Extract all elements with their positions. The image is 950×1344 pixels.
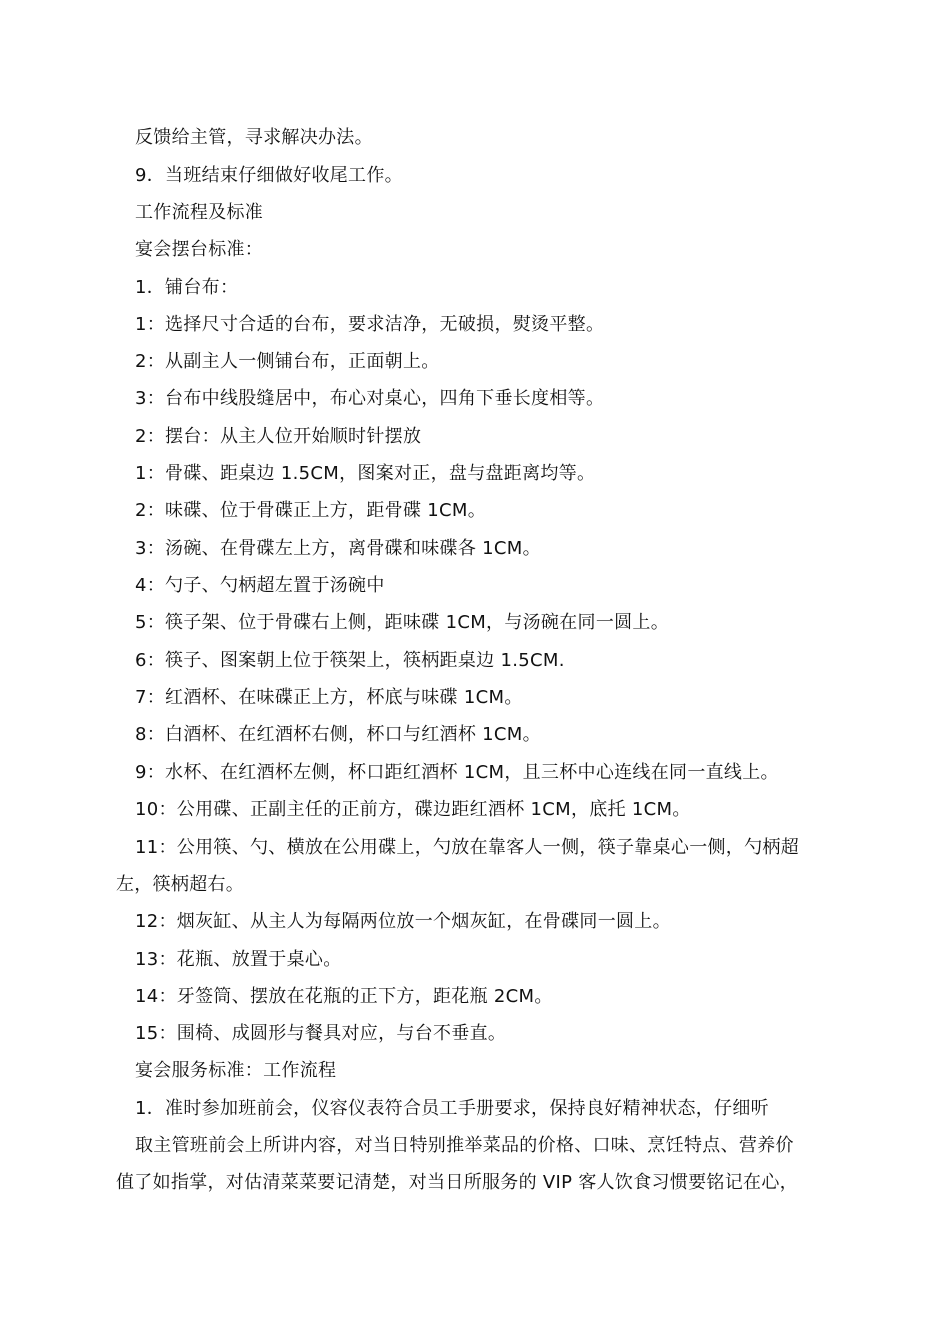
text-line: 值了如指掌，对估清菜菜要记清楚，对当日所服务的 VIP 客人饮食习惯要铭记在心， [116,1172,798,1193]
section-heading: 宴会服务标准：工作流程 [135,1060,337,1081]
text-line: 1：骨碟、距桌边 1.5CM，图案对正，盘与盘距离均等。 [135,463,596,484]
text-line: 2：摆台：从主人位开始顺时针摆放 [135,426,422,447]
text-line: 1．准时参加班前会，仪容仪表符合员工手册要求，保持良好精神状态，仔细听 [135,1098,769,1119]
text-line: 5：筷子架、位于骨碟右上侧，距味碟 1CM，与汤碗在同一圆上。 [135,612,670,633]
text-line: 6：筷子、图案朝上位于筷架上，筷柄距桌边 1.5CM. [135,650,565,671]
text-line: 11：公用筷、勺、横放在公用碟上，勺放在靠客人一侧，筷子靠桌心一侧，勺柄超 [135,837,800,858]
text-line: 8：白酒杯、在红酒杯右侧，杯口与红酒杯 1CM。 [135,724,541,745]
text-line: 3：台布中线股缝居中，布心对桌心，四角下垂长度相等。 [135,388,605,409]
text-line: 15：围椅、成圆形与餐具对应，与台不垂直。 [135,1023,507,1044]
text-line: 反馈给主管，寻求解决办法。 [135,127,373,148]
section-heading: 宴会摆台标准： [135,239,264,260]
text-line: 10：公用碟、正副主任的正前方，碟边距红酒杯 1CM，底托 1CM。 [135,799,691,820]
text-line: 9．当班结束仔细做好收尾工作。 [135,165,403,186]
text-line: 3：汤碗、在骨碟左上方，离骨碟和味碟各 1CM。 [135,538,541,559]
section-heading: 工作流程及标准 [135,202,264,223]
text-line: 9：水杯、在红酒杯左侧，杯口距红酒杯 1CM，且三杯中心连线在同一直线上。 [135,762,779,783]
text-line: 13：花瓶、放置于桌心。 [135,949,342,970]
text-line: 1．铺台布： [135,277,239,298]
text-line: 4：勺子、勺柄超左置于汤碗中 [135,575,385,596]
text-line: 7：红酒杯、在味碟正上方，杯底与味碟 1CM。 [135,687,523,708]
text-line: 2：味碟、位于骨碟正上方，距骨碟 1CM。 [135,500,487,521]
text-line: 14：牙签筒、摆放在花瓶的正下方，距花瓶 2CM。 [135,986,553,1007]
text-line: 12：烟灰缸、从主人为每隔两位放一个烟灰缸，在骨碟同一圆上。 [135,911,671,932]
text-line: 2：从副主人一侧铺台布，正面朝上。 [135,351,440,372]
text-line: 取主管班前会上所讲内容，对当日特别推举菜品的价格、口味、烹饪特点、营养价 [135,1135,794,1156]
text-line: 1：选择尺寸合适的台布，要求洁净，无破损，熨烫平整。 [135,314,605,335]
text-line: 左，筷柄超右。 [116,874,245,895]
